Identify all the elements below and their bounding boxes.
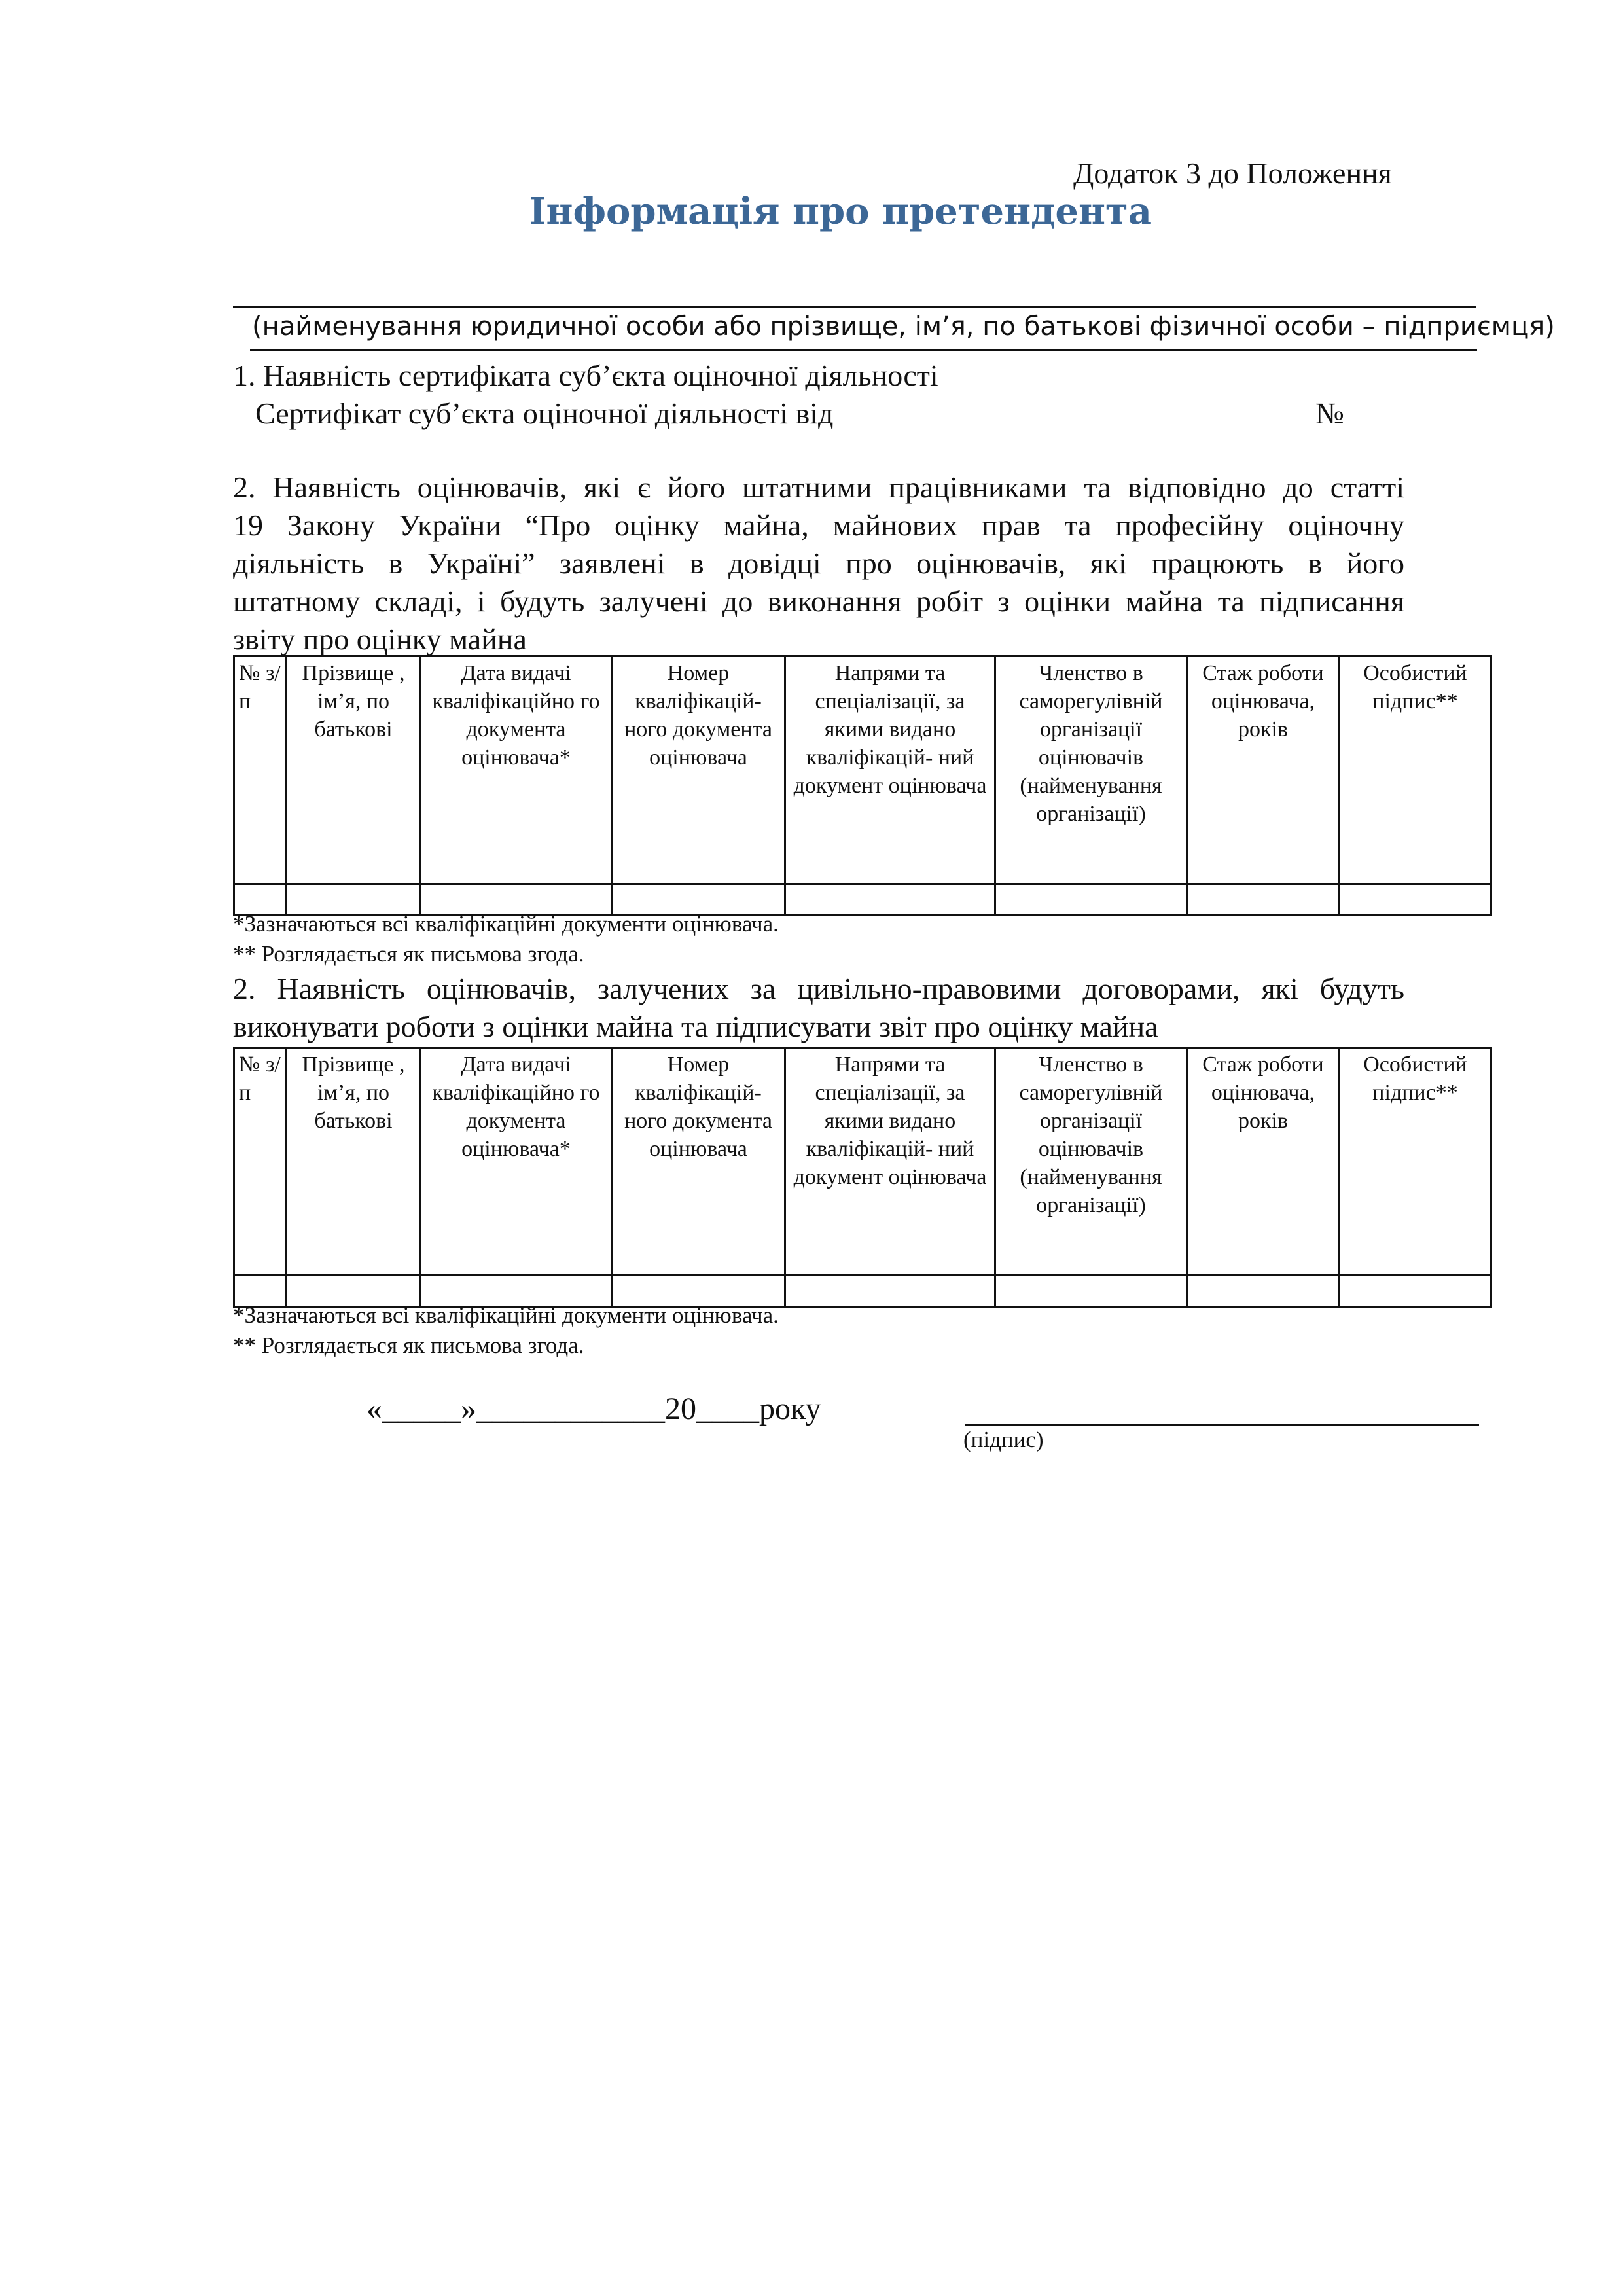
table-cell[interactable] — [1340, 884, 1491, 916]
section2-line-5: звіту про оцінку майна — [233, 622, 527, 656]
staff-appraisers-table — [233, 655, 1492, 916]
header-cell-signature: Особистий підпис** — [1340, 1048, 1491, 1276]
section2-line-3: діяльність в Україні” заявлені в довідці про оцінювачів, які працюють в його — [233, 547, 1404, 580]
section1-heading: 1. Наявність сертифіката суб’єкта оціночної діяльності — [233, 359, 938, 392]
header-cell-specializations: Напрями та спеціалізації, за якими видано кваліфікацій- ний документ оцінювача — [785, 1048, 995, 1276]
table-cell[interactable] — [995, 884, 1187, 916]
applicant-name-line — [233, 306, 1476, 308]
table-cell[interactable] — [1187, 1276, 1340, 1307]
section3-line-1: 2. Наявність оцінювачів, залучених за цивільно-правовими договорами, які будуть — [233, 972, 1404, 1005]
page-title: Інформація про претендента — [529, 190, 1152, 233]
footnote-written-consent: ** Розглядається як письмова згода. — [233, 1333, 584, 1358]
applicant-caption: (найменування юридичної особи або прізвище, ім’я, по батькові фізичної особи – підприємця) — [252, 312, 1555, 342]
header-cell-full-name: Прізвище , ім’я, по батькові — [287, 1048, 421, 1276]
applicant-caption-underline — [250, 349, 1477, 351]
table-cell[interactable] — [785, 1276, 995, 1307]
table-cell[interactable] — [1187, 884, 1340, 916]
section3-line-2: виконувати роботи з оцінки майна та підписувати звіт про оцінку майна — [233, 1010, 1158, 1043]
table-header-row — [234, 1048, 1491, 1276]
section2-line-2: 19 Закону України “Про оцінку майна, майнових прав та професійну оціночну — [233, 509, 1404, 542]
header-cell-sro-membership: Членство в саморегулівній організації оцінювачів (найменування організації) — [995, 656, 1187, 884]
table-cell[interactable] — [785, 884, 995, 916]
header-cell-experience: Стаж роботи оцінювача, років — [1187, 656, 1340, 884]
section2-line-1: 2. Наявність оцінювачів, які є його штатними працівниками та відповідно до статті — [233, 471, 1404, 504]
table-header-row — [234, 656, 1491, 884]
footnote-written-consent: ** Розглядається як письмова згода. — [233, 941, 584, 967]
annex-reference: Додаток 3 до Положення — [1073, 156, 1392, 190]
signature-caption: (підпис) — [963, 1427, 1044, 1452]
header-cell-issue-date: Дата видачі кваліфікаційно го документа оцінювача* — [421, 656, 612, 884]
header-cell-specializations: Напрями та спеціалізації, за якими видано кваліфікацій- ний документ оцінювача — [785, 656, 995, 884]
footnote-qualification-docs: *Зазначаються всі кваліфікаційні документи оцінювача. — [233, 1302, 779, 1328]
certificate-label: Сертифікат суб’єкта оціночної діяльності від — [255, 397, 834, 430]
header-cell-document-number: Номер кваліфікацій- ного документа оцінювача — [612, 1048, 785, 1276]
table-cell[interactable] — [995, 1276, 1187, 1307]
header-cell-signature: Особистий підпис** — [1340, 656, 1491, 884]
section2-line-4: штатному складі, і будуть залучені до виконання робіт з оцінки майна та підписання — [233, 584, 1404, 618]
header-cell-number: № з/ п — [234, 656, 287, 884]
header-cell-experience: Стаж роботи оцінювача, років — [1187, 1048, 1340, 1276]
contract-appraisers-table — [233, 1047, 1492, 1308]
table-cell[interactable] — [1340, 1276, 1491, 1307]
certificate-number-sign: № — [1315, 397, 1344, 430]
signature-line[interactable] — [965, 1424, 1479, 1426]
header-cell-full-name: Прізвище , ім’я, по батькові — [287, 656, 421, 884]
signature-date-field[interactable]: «_____»____________20____року — [366, 1391, 821, 1426]
header-cell-issue-date: Дата видачі кваліфікаційно го документа оцінювача* — [421, 1048, 612, 1276]
footnote-qualification-docs: *Зазначаються всі кваліфікаційні документи оцінювача. — [233, 911, 779, 937]
header-cell-sro-membership: Членство в саморегулівній організації оцінювачів (найменування організації) — [995, 1048, 1187, 1276]
header-cell-document-number: Номер кваліфікацій- ного документа оцінювача — [612, 656, 785, 884]
header-cell-number: № з/ п — [234, 1048, 287, 1276]
